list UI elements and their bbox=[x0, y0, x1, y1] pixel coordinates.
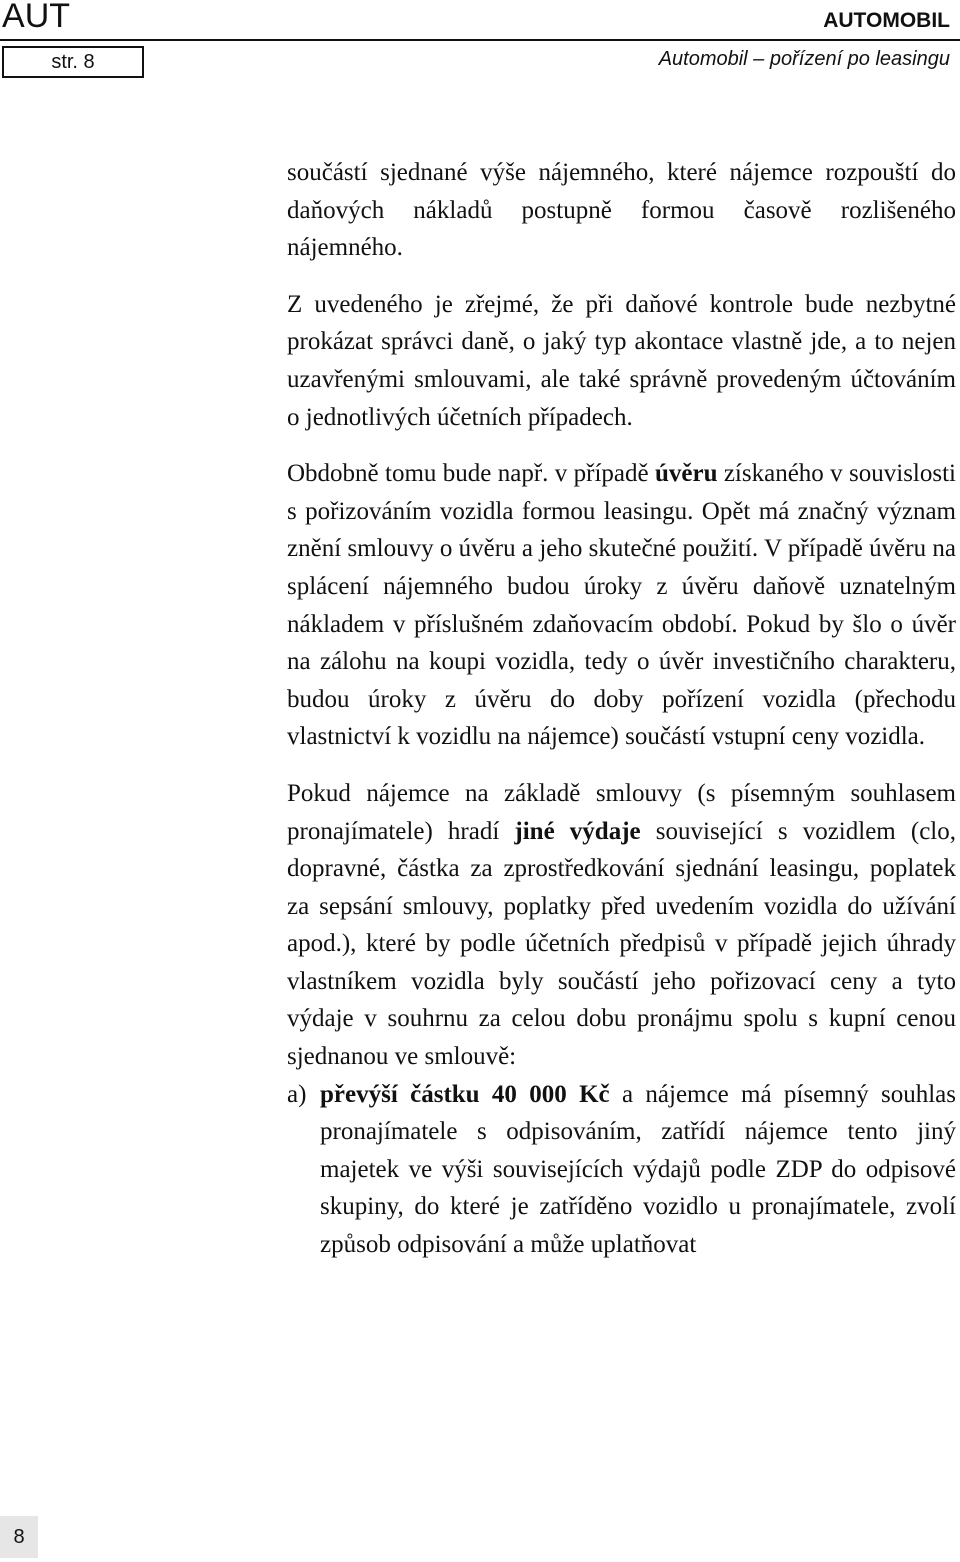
paragraph-3-text-a: Obdobně tomu bude např. v případě bbox=[287, 460, 655, 488]
paragraph-4-emphasis: jiné výdaje bbox=[514, 817, 641, 845]
running-title: AUTOMOBIL bbox=[823, 9, 950, 32]
header-rule bbox=[0, 39, 960, 41]
section-code-first-letter: A bbox=[2, 0, 25, 35]
list-item-a bbox=[287, 1076, 956, 1264]
section-code-rest: UT bbox=[24, 0, 71, 35]
paragraph-2: Z uvedeného je zřejmé, že při daňové kontrole bude nezbytné prokázat správci daně, o jaký typ akontace vlastně jde, a to nejen uzavřenými smlouvami, ale také správně provedeným účtováním o jednotlivých účetních případech. bbox=[287, 290, 956, 431]
paragraph-4-text-b: související s vozidlem (clo, dopravné, částka za zprostředkování sjednání leasingu, poplatek za sepsání smlouvy, poplatky před uvedením vozidla do užívání apod.), které by podle účetních předpisů v případě jejich úhrady vlastníkem vozidla byly součástí jeho pořizovací ceny a tyto výdaje v souhrnu za celou dobu pronájmu spolu s kupní cenou sjednanou ve smlouvě: bbox=[287, 817, 956, 1071]
running-subtitle: Automobil – pořízení po leasingu bbox=[658, 48, 950, 70]
paragraph-3 bbox=[287, 455, 956, 756]
list-item-a-emphasis: převýší částku 40 000 Kč bbox=[320, 1080, 610, 1108]
paragraph-4 bbox=[287, 775, 956, 1076]
paragraph-3-text-b: získaného v souvislosti s pořizováním vozidla formou leasingu. Opět má značný význam znění smlouvy o úvěru a jeho skutečné použití. V případě úvěru na splácení nájemného budou úroky z úvěru daňově uznatelným nákladem v příslušném zdaňovacím období. Pokud by šlo o úvěr na zálohu na koupi vozidla, tedy o úvěr investičního charakteru, budou úroky z úvěru do doby pořízení vozidla (přechodu vlastnictví k vozidlu na nájemce) součástí vstupní ceny vozidla. bbox=[287, 460, 956, 751]
page-label: str. 8 bbox=[2, 46, 144, 78]
section-code bbox=[2, 0, 70, 36]
footer-page-number: 8 bbox=[0, 1516, 38, 1558]
list-item-a-text: a nájemce má písemný souhlas pronajímatele s odpisováním, zatřídí nájemce tento jiný majetek ve výši souvisejících výdajů podle ZDP do odpisové skupiny, do které je zatříděno vozidlo u pronajímatele, zvolí způsob odpisování a může uplatňovat bbox=[320, 1080, 956, 1259]
paragraph-1: součástí sjednané výše nájemného, které nájemce rozpouští do daňových nákladů postupně formou časově rozlišeného nájemného. bbox=[287, 159, 956, 262]
main-text-column bbox=[287, 154, 956, 1264]
paragraph-3-emphasis: úvěru bbox=[654, 460, 718, 488]
paragraph-4-text-a: Pokud nájemce na základě smlouvy (s písemným souhlasem pronajímatele) hradí bbox=[287, 779, 956, 845]
list-item-a-marker: a) bbox=[287, 1080, 307, 1108]
